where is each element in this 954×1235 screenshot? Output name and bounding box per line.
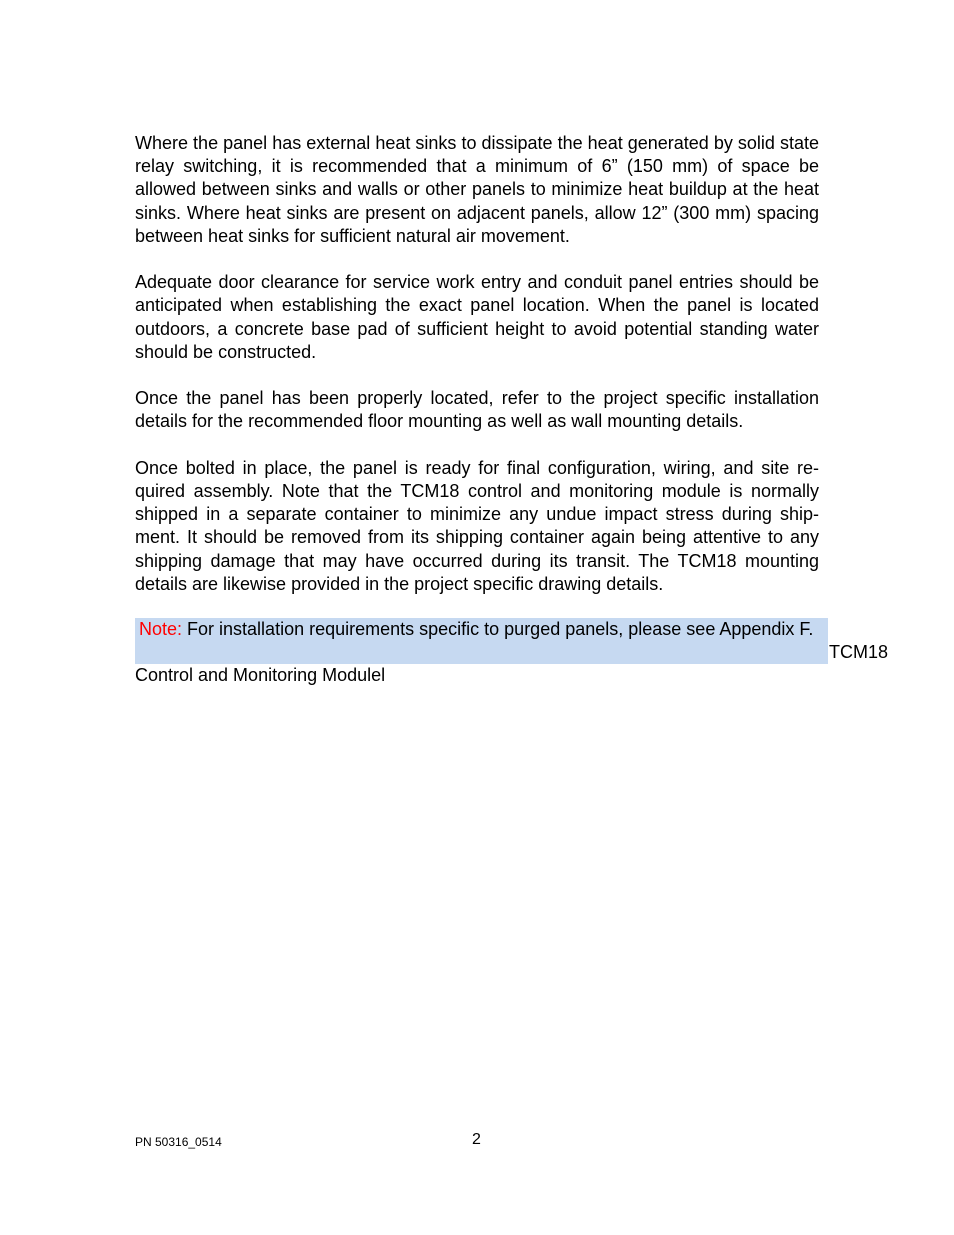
- section-heading-fragment: TCM18: [829, 642, 889, 662]
- section-heading-continuation: Control and Monitoring Modulel: [135, 665, 386, 685]
- paragraph-final-configuration: Once bolted in place, the panel is ready for final configuration, wiring, and site required assembly. Note that the TCM18 control and monitoring module is normally shipped in a separate container to minimize any undue impact stress during shipment. It should be removed from its shipping container again being attentive to any shipping damage that may have occurred during its transit. The TCM18 mounting details are likewise provided in the project specific drawing details.: [135, 457, 819, 594]
- note-body: For installation requirements specific to purged panels, please see Appendix F.: [182, 619, 814, 639]
- footer-part-number: PN 50316_0514: [135, 1135, 222, 1149]
- paragraph-mounting-details: Once the panel has been properly located, refer to the project specific installation details for the recommended floor mounting as well as wall mounting details.: [135, 388, 819, 432]
- body-text: [135, 132, 819, 619]
- paragraph-heat-sinks: Where the panel has external heat sinks to dissipate the heat generated by solid state relay switching, it is recommended that a minimum of 6” (150 mm) of space be allowed between sinks and walls or other panels to minimize heat buildup at the heat sinks. Where heat sinks are present on adjacent panels, allow 12” (300 mm) spacing between heat sinks for sufficient natural air movement.: [135, 133, 819, 246]
- paragraph-door-clearance: Adequate door clearance for service work entry and conduit panel entries should be anticipated when establishing the exact panel location. When the panel is located outdoors, a concrete base pad of sufficient height to avoid potential standing water should be constructed.: [135, 272, 819, 362]
- note: [139, 618, 829, 641]
- footer-page-number: 2: [472, 1131, 481, 1148]
- note-label: Note:: [139, 619, 183, 639]
